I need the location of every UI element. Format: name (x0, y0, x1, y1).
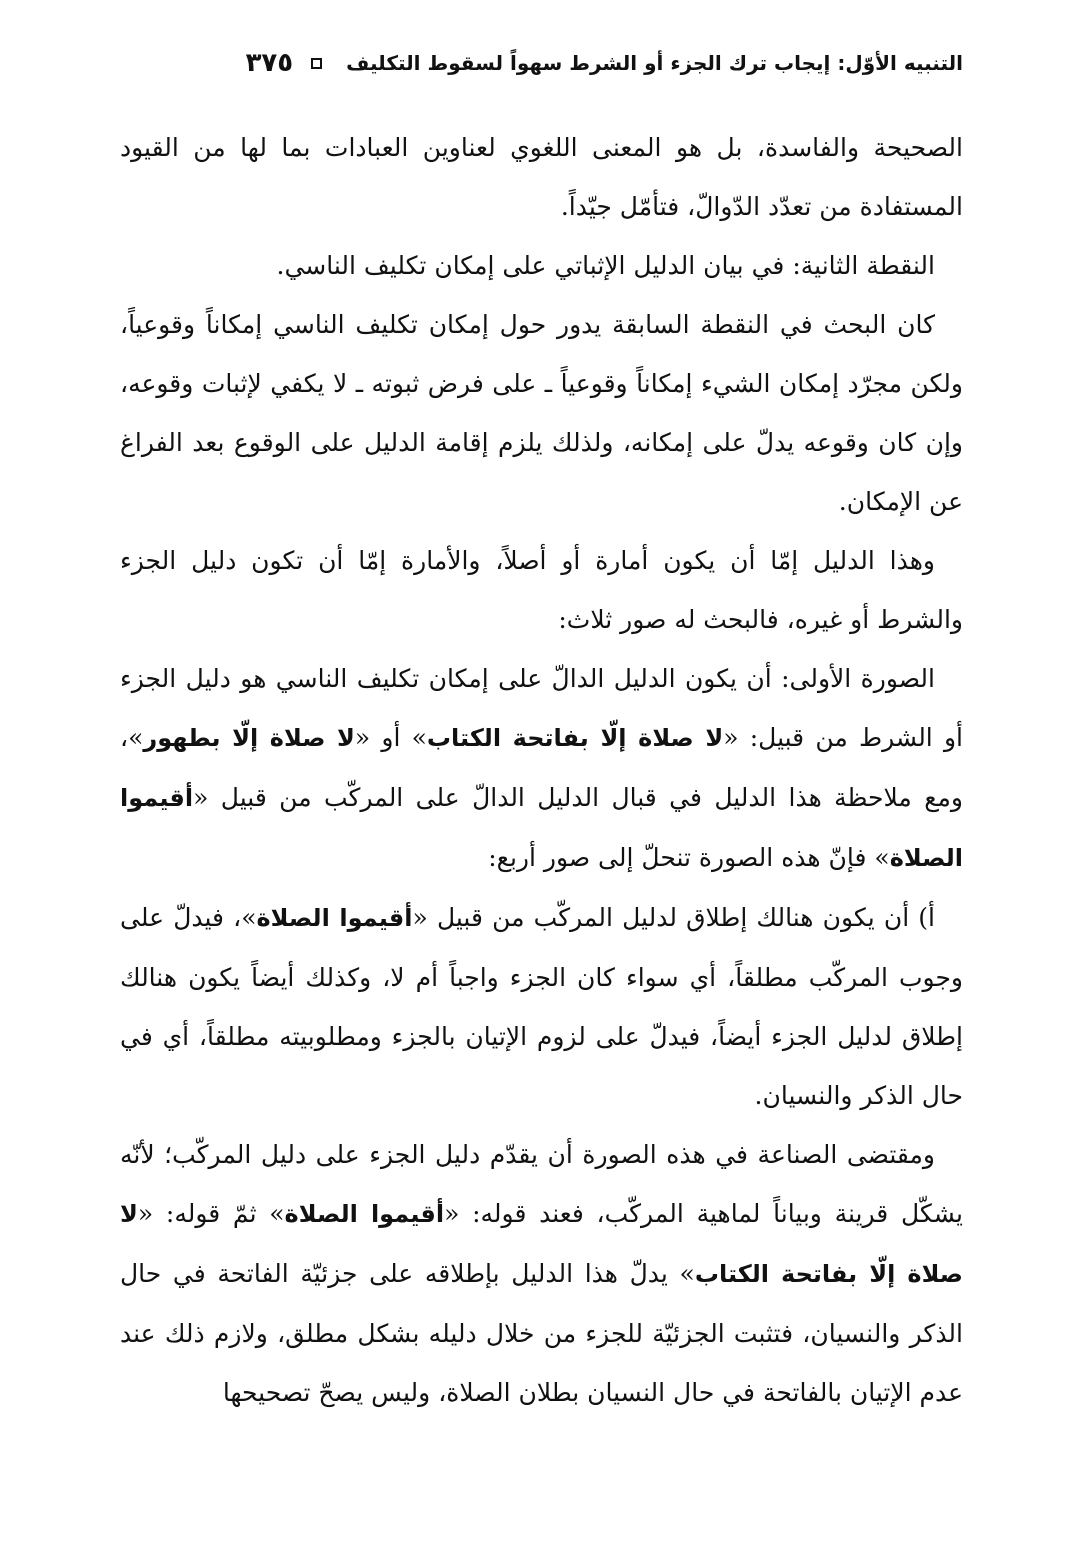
paragraph (120, 888, 963, 1125)
paragraph: النقطة الثانية: في بيان الدليل الإثباتي على إمكان تكليف الناسي. (276, 251, 935, 280)
quoted-verse: أقيموا الصلاة (284, 1200, 445, 1228)
text-run: » ثمّ قوله: « (137, 1199, 285, 1228)
quoted-hadith: لا صلاة إلّا بفاتحة الكتاب (120, 1200, 964, 1288)
square-separator-icon (311, 58, 322, 69)
quoted-hadith: لا صلاة إلّا بطهور (143, 724, 355, 752)
text-run: أ) أن يكون هنالك إطلاق لدليل المركّب من قبيل « (412, 903, 936, 932)
text-run: »، ومع ملاحظة هذا الدليل في قبال الدليل الدالّ على المركّب من قبيل « (120, 723, 963, 812)
running-header (120, 38, 963, 88)
quoted-verse: أقيموا الصلاة (256, 904, 413, 932)
paragraph: كان البحث في النقطة السابقة يدور حول إمكان تكليف الناسي إمكاناً وقوعياً، ولكن مجرّد إمكان الشيء إمكاناً وقوعياً ـ على فرض ثبوته ـ لا يكفي لإثبات وقوعه، وإن كان وقوعه يدلّ على إمكانه، ولذلك يلزم إقامة الدليل على الوقوع بعد الفراغ عن الإمكان. (120, 310, 963, 516)
text-run: » فإنّ هذه الصورة تنحلّ إلى صور أربع: (488, 843, 890, 872)
header-title: التنبيه الأوّل: إيجاب ترك الجزء أو الشرط سهواً لسقوط التكليف (346, 51, 963, 75)
paragraph (120, 649, 963, 888)
page-number: ٣٧٥ (245, 48, 294, 78)
quoted-verse: أقيموا الصلاة (120, 784, 963, 872)
text-run: » أو « (354, 723, 427, 752)
paragraph: وهذا الدليل إمّا أن يكون أمارة أو أصلاً، والأمارة إمّا أن تكون دليل الجزء والشرط أو غيره، فالبحث له صور ثلاث: (120, 546, 963, 634)
text-run: »، فيدلّ على وجوب المركّب مطلقاً، أي سواء كان الجزء واجباً أم لا، وكذلك أيضاً يكون هنالك إطلاق لدليل الجزء أيضاً، فيدلّ على لزوم الإتيان بالجزء ومطلوبيته مطلقاً، أي في حال الذكر والنسيان. (120, 903, 963, 1110)
paragraph (120, 1125, 963, 1422)
body-text (120, 118, 963, 1422)
text-run: ومقتضى الصناعة في هذه الصورة أن يقدّم دليل الجزء على دليل المركّب؛ لأنّه يشكّل قرينة وبياناً لماهية المركّب، فعند قوله: « (120, 1140, 963, 1228)
paragraph: الصحيحة والفاسدة، بل هو المعنى اللغوي لعناوين العبادات بما لها من القيود المستفادة من تعدّد الدّوالّ، فتأمّل جيّداً. (120, 133, 963, 221)
text-run: » يدلّ هذا الدليل بإطلاقه على جزئيّة الفاتحة في حال الذكر والنسيان، فتثبت الجزئيّة للجزء من خلال دليله بشكل مطلق، ولازم ذلك عند عدم الإتيان بالفاتحة في حال النسيان بطلان الصلاة، وليس يصحّ تصحيحها (120, 1259, 963, 1407)
text-run: الصورة الأولى: أن يكون الدليل الدالّ على إمكان تكليف الناسي هو دليل الجزء أو الشرط من قبيل: « (120, 664, 963, 752)
quoted-hadith: لا صلاة إلّا بفاتحة الكتاب (426, 724, 724, 752)
